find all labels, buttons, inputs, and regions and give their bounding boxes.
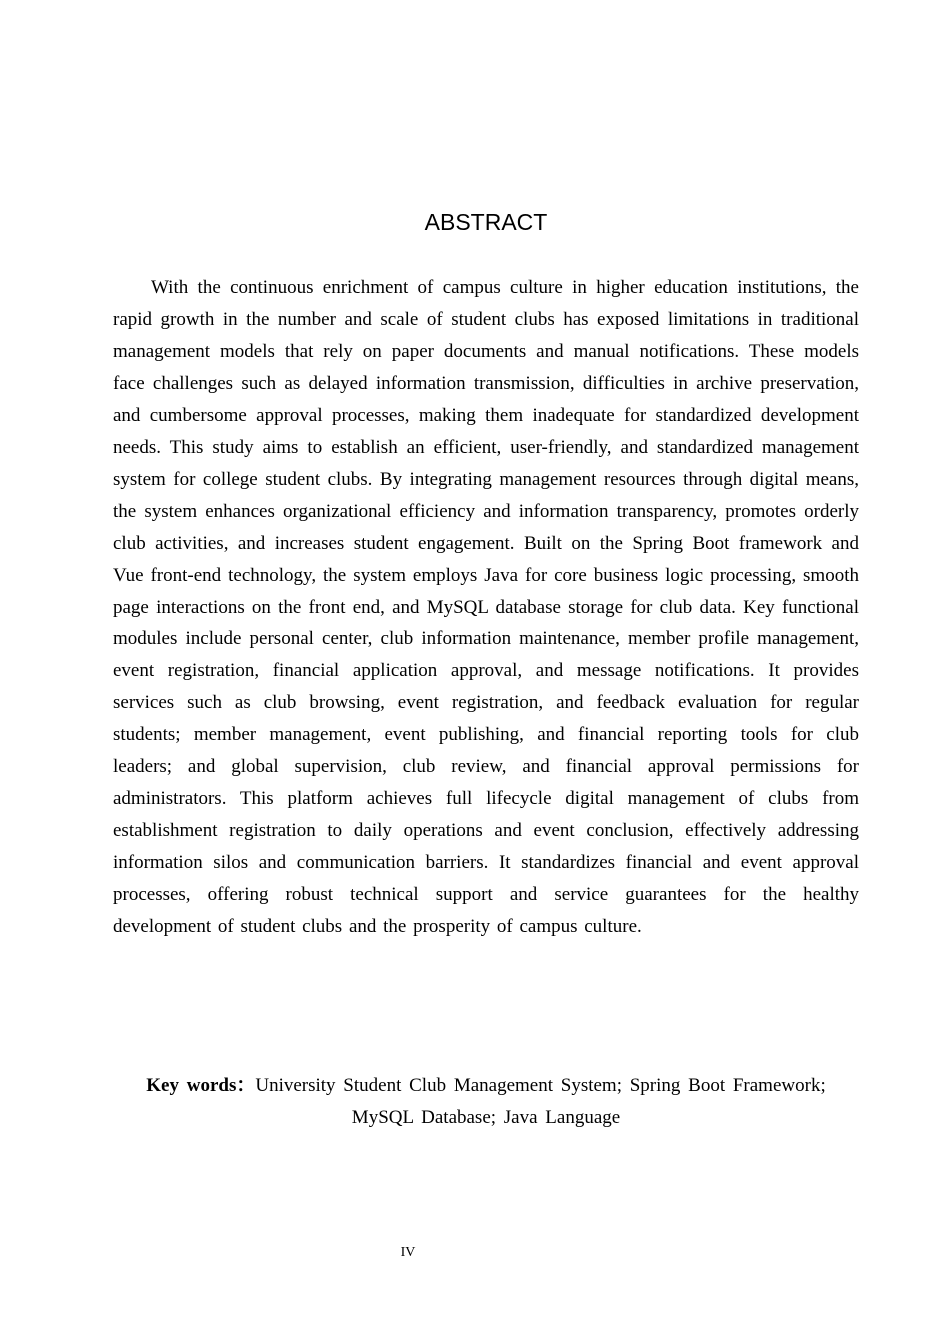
keywords-label: Key words： [146, 1075, 256, 1096]
abstract-title: ABSTRACT [424, 209, 548, 235]
page-number: IV [400, 1245, 416, 1260]
abstract-body: With the continuous enrichment of campus culture in higher education institutions, the rapid growth in the number and scale of student clubs has exposed limitations in traditional management models that rely on paper documents and manual notifications. These models face challenges such as delayed information transmission, difficulties in archive preservation, and cumbersome approval processes, making them inadequate for standardized development needs. This study aims to establish an efficient, user-friendly, and standardized management system for college student clubs. By integrating management resources through digital means, the system enhances organizational efficiency and information transparency, promotes orderly club activities, and increases student engagement. Built on the Spring Boot framework and Vue front-end technology, the system employs Java for core business logic processing, smooth page interactions on the front end, and MySQL database storage for club data. Key functional modules include personal center, club information maintenance, member profile management, event registration, financial application approval, and message notifications. It provides services such as club browsing, event registration, and feedback evaluation for regular students; member management, event publishing, and financial reporting tools for club leaders; and global supervision, club review, and financial approval permissions for administrators. This platform achieves full lifecycle digital management of clubs from establishment registration to daily operations and event conclusion, effectively addressing information silos and communication barriers. It standardizes financial and event approval processes, offering robust technical support and service guarantees for the healthy development of student clubs and the prosperity of campus culture. [113, 277, 859, 938]
keywords-line [130, 1070, 842, 1134]
keywords-text: University Student Club Management System; Spring Boot Framework; MySQL Database; Java Language [255, 1075, 826, 1128]
